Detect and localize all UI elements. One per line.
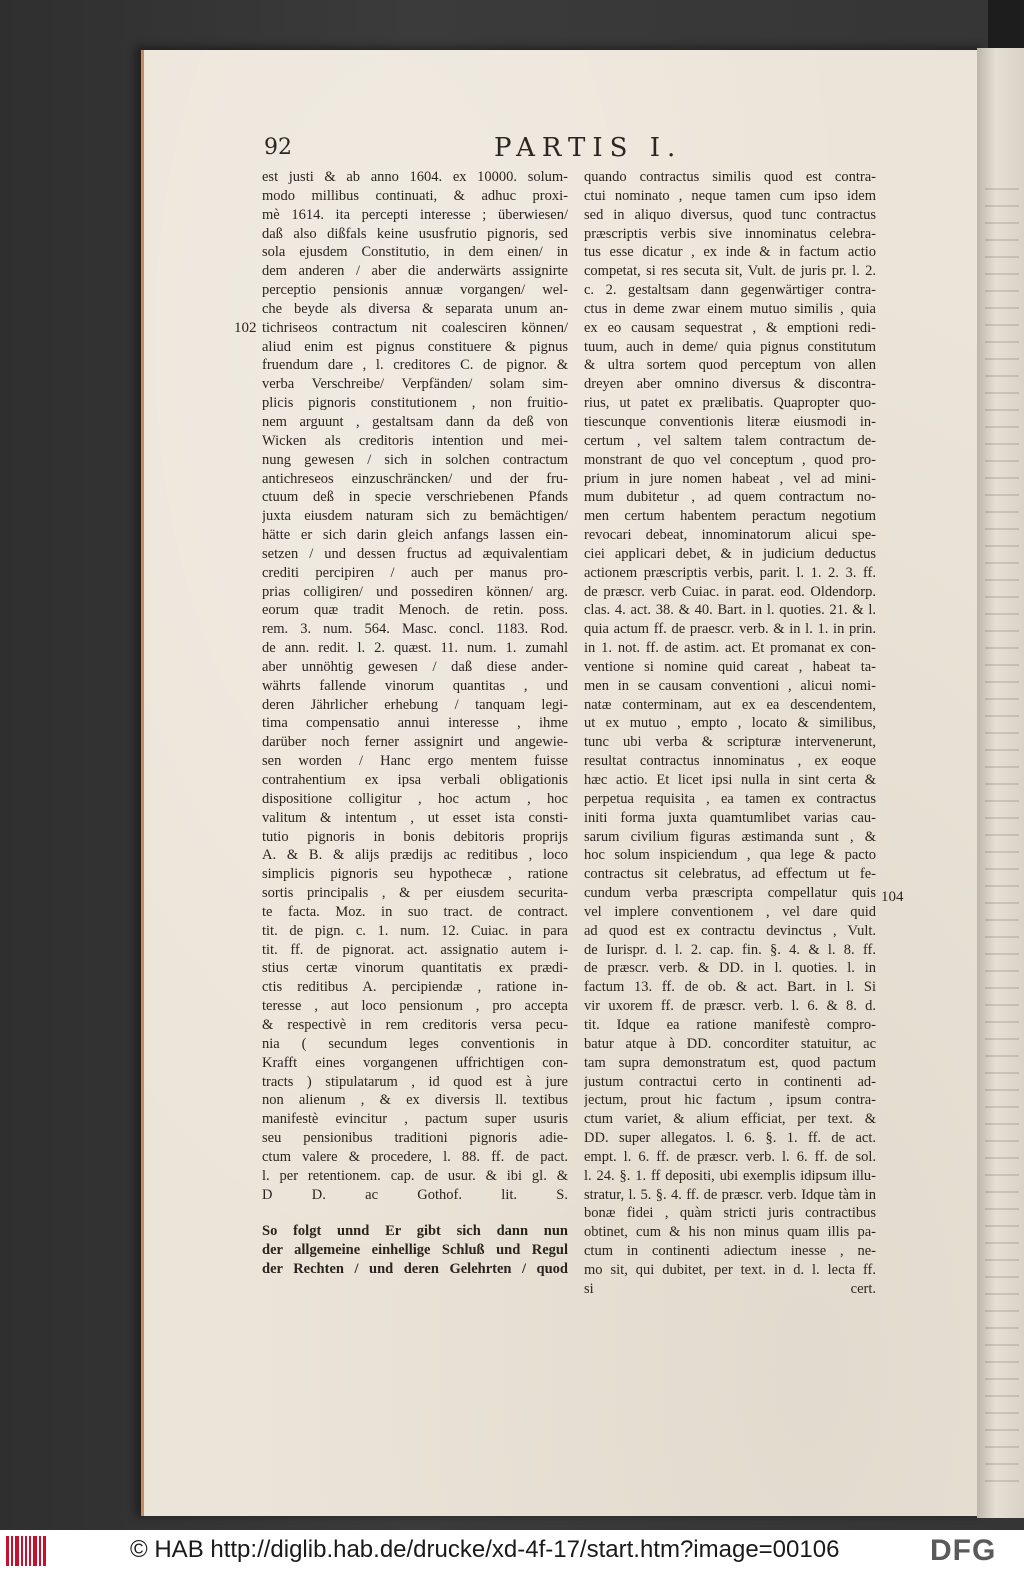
text-line: in 1. not. ff. de astim. act. Et promanat ex con- bbox=[584, 640, 876, 657]
text-line: natæ conterminam, aut ex ea descendentem, bbox=[584, 696, 876, 713]
text-line: vel implere conventionem , vel dare quid bbox=[584, 903, 876, 920]
paragraph-gap bbox=[262, 1204, 568, 1222]
text-line: seu pensionibus traditioni pignoris adie- bbox=[262, 1130, 568, 1147]
footer-source-link[interactable]: © HAB http://diglib.hab.de/drucke/xd-4f-17/start.htm?image=00106 bbox=[130, 1536, 840, 1563]
text-line: stius certæ vinorum quantitatis ex prædi- bbox=[262, 960, 568, 977]
text-line: plicis pignoris constitutionem , non fruitio- bbox=[262, 395, 568, 412]
text-line: D D. ac Gothof. lit. S. bbox=[262, 1186, 568, 1203]
text-line: perpetua requisita , ea tamen ex contractus bbox=[584, 790, 876, 807]
text-line: dispositione colligitur , hoc actum , hoc bbox=[262, 790, 568, 807]
text-line: batur atque à DD. concorditer statuitur, ac bbox=[584, 1035, 876, 1052]
text-line: tiescunque conventionis literæ eiusmodi in- bbox=[584, 413, 876, 430]
text-line: hoc solum inspiciendum , qua lege & pacto bbox=[584, 847, 876, 864]
text-line: ctum valere & procedere, l. 88. ff. de pact. bbox=[262, 1148, 568, 1165]
right-text-column bbox=[584, 168, 876, 1298]
text-line: l. 24. §. 1. ff depositi, ubi exemplis idipsum illu- bbox=[584, 1167, 876, 1184]
text-line: & ultra sortem quod perceptum von allen bbox=[584, 357, 876, 374]
text-line: ctui nominato , neque tamen cum ipso idem bbox=[584, 187, 876, 204]
text-line: est justi & ab anno 1604. ex 10000. solum- bbox=[262, 169, 568, 185]
text-line: sortis principalis , & per eiusdem securita- bbox=[262, 885, 568, 902]
text-line: rius, ut patet ex prælibatis. Quapropter quo- bbox=[584, 395, 876, 412]
text-line: actionem præscriptis verbis, parit. l. 1. 2. 3. ff. bbox=[584, 564, 876, 581]
text-line: tichriseos contractum nit coalesciren können/ bbox=[262, 319, 568, 336]
text-line: valitum & intentum , ut esset ista consti- bbox=[262, 809, 568, 826]
text-line: & respectivè in rem creditoris versa pecu- bbox=[262, 1016, 568, 1033]
text-line: eorum quæ tradit Menoch. de retin. poss. bbox=[262, 602, 568, 619]
text-line: tunc ubi verba & scripturæ intervenerunt, bbox=[584, 734, 876, 751]
text-line: prias colligiren/ und possediren können/ arg. bbox=[262, 583, 568, 600]
text-line: ex eo causam sequestrat , & emptioni redi- bbox=[584, 319, 876, 336]
text-line: tit. ff. de pignorat. act. assignatio autem i- bbox=[262, 941, 568, 958]
text-line: de præscr. verb Cuiac. in parat. eod. Oldendorp. bbox=[584, 583, 876, 600]
text-line: c. 2. gestaltsam dann gegenwärtiger contra- bbox=[584, 282, 876, 299]
text-line: quando contractus similis quod est contra- bbox=[584, 169, 876, 185]
adjacent-page-text bbox=[985, 188, 1019, 1488]
text-line: verba Verschreibe/ Verpfänden/ solam sim- bbox=[262, 376, 568, 393]
text-line: præscriptis verbis sive innominatus celebra- bbox=[584, 225, 876, 242]
left-column-body bbox=[262, 168, 568, 1204]
text-line: tam supra demonstratum est, quod pactum bbox=[584, 1054, 876, 1071]
text-line: nung gewesen / sich in solchen contractum bbox=[262, 451, 568, 468]
text-line: certum , vel saltem talem contractum de- bbox=[584, 432, 876, 449]
left-column-closing bbox=[262, 1222, 568, 1279]
text-line: clas. 4. act. 38. & 40. Bart. in l. quoties. 21. & l. bbox=[584, 602, 876, 619]
text-line: bonæ fidei , quàm stricti juris contractibus bbox=[584, 1205, 876, 1222]
text-line: che beyde als diversa & separata unum an- bbox=[262, 300, 568, 317]
text-line: So folgt unnd Er gibt sich dann nun bbox=[262, 1223, 568, 1240]
text-line: sed in aliquo diversus, quod tunc contractus bbox=[584, 206, 876, 223]
text-line: aliud enim est pignus constituere & pignus bbox=[262, 338, 568, 355]
text-line: quia actum ff. de praescr. verb. & in l. 1. in prin. bbox=[584, 621, 876, 638]
text-line: tima compensatio annui interesse , ihme bbox=[262, 715, 568, 732]
footer-bar bbox=[0, 1530, 1024, 1572]
text-line: A. & B. & alijs prædijs ac reditibus , loco bbox=[262, 847, 568, 864]
text-line: tuum, auch in deme/ quia pignus constitutum bbox=[584, 338, 876, 355]
text-line: setzen / und dessen fructus ad æquivalentiam bbox=[262, 545, 568, 562]
text-line: ciei applicari debet, & in judicium deductus bbox=[584, 545, 876, 562]
text-line: ctum variet, & alium efficiat, per text. & bbox=[584, 1111, 876, 1128]
text-line: dem anderen / aber die anderwärts assignirte bbox=[262, 263, 568, 280]
text-line: ctum in continenti adiectum inesse , ne- bbox=[584, 1243, 876, 1260]
text-line: tit. de pign. c. 1. num. 12. Cuiac. in para bbox=[262, 922, 568, 939]
text-line: obtinet, cum & his non minus quam illis pa- bbox=[584, 1224, 876, 1241]
text-line: si cert. bbox=[584, 1280, 876, 1297]
text-line: mè 1614. ita percepti interesse ; überwiesen/ bbox=[262, 206, 568, 223]
text-line: perceptio pensionis annuæ vorgangen/ wel- bbox=[262, 282, 568, 299]
text-line: empt. l. 6. ff. de præscr. verb. l. 6. ff. de sol. bbox=[584, 1148, 876, 1165]
margin-note-left: 102 bbox=[234, 320, 257, 336]
text-line: sola ejusdem Constitutio, in dem einen/ in bbox=[262, 244, 568, 261]
text-line: ventione si nomine quid careat , habeat ta- bbox=[584, 658, 876, 675]
text-line: men in se causam conventioni , alicui nomi- bbox=[584, 677, 876, 694]
text-line: jectum, prout hic factum , ipsum contra- bbox=[584, 1092, 876, 1109]
text-line: hätte er sich darin gleich anfangs lassen ein- bbox=[262, 527, 568, 544]
text-line: Krafft eines vorgangenen uffrichtigen con- bbox=[262, 1054, 568, 1071]
text-line: deren Jährlicher erhebung / tanquam legi- bbox=[262, 696, 568, 713]
left-text-column bbox=[262, 168, 568, 1288]
text-line: mum dubitetur , ad quem contractum no- bbox=[584, 489, 876, 506]
text-line: ctuum deß in specie verschriebenen Pfands bbox=[262, 489, 568, 506]
text-line: rem. 3. num. 564. Masc. concl. 1183. Rod. bbox=[262, 621, 568, 638]
text-line: de ann. redit. l. 2. quæst. 11. num. 1. zumahl bbox=[262, 640, 568, 657]
text-line: de Iurispr. d. l. 2. cap. fin. §. 4. & l. 8. ff. bbox=[584, 941, 876, 958]
text-line: juxta eiusdem naturam sich zu bemächtigen/ bbox=[262, 508, 568, 525]
text-line: ad quod est ex contractu devinctus , Vult. bbox=[584, 922, 876, 939]
right-column-body bbox=[584, 168, 876, 1299]
text-line: men certum habentem peractum negotium bbox=[584, 508, 876, 525]
margin-note-right: 104 bbox=[881, 889, 904, 905]
text-line: modo millibus continuati, & adhuc proxi- bbox=[262, 187, 568, 204]
text-line: aber unnöhtig gewesen / daß diese ander- bbox=[262, 658, 568, 675]
hab-barcode-icon bbox=[6, 1536, 46, 1566]
text-line: hæc actio. Et licet ipsi nulla in sint certa & bbox=[584, 772, 876, 788]
text-line: DD. super allegatos. l. 6. §. 1. ff. de act. bbox=[584, 1130, 876, 1147]
text-line: teresse , aut loco pensionum , pro accepta bbox=[262, 998, 568, 1015]
text-line: sarum civilium figuras æstimanda sunt , & bbox=[584, 828, 876, 845]
text-line: crediti percipiren / auch per manus pro- bbox=[262, 564, 568, 581]
text-line: de præscr. verb. & DD. in l. quoties. l. in bbox=[584, 960, 876, 977]
text-line: initi forma juxta quamtumlibet varias cau- bbox=[584, 809, 876, 826]
scan-background-corner bbox=[988, 0, 1024, 50]
running-head: PARTIS I. bbox=[494, 133, 683, 163]
text-line: fruendum dare , l. creditores C. de pignor. & bbox=[262, 357, 568, 374]
text-line: vir uxorem ff. de præscr. verb. l. 6. & 8. d. bbox=[584, 998, 876, 1015]
dfg-logo: DFG bbox=[930, 1534, 997, 1567]
text-line: nia ( secundum leges conventionis in bbox=[262, 1035, 568, 1052]
text-line: revocari debeat, innominatorum alicui spe- bbox=[584, 527, 876, 544]
text-line: manifestè evincitur , pactum super usuris bbox=[262, 1111, 568, 1128]
text-line: stratur, l. 5. §. 4. ff. de præscr. verb. Idque tàm in bbox=[584, 1186, 876, 1203]
text-line: tit. Idque ea ratione manifestè compro- bbox=[584, 1016, 876, 1033]
page-header bbox=[258, 135, 878, 165]
text-line: der allgemeine einhellige Schluß und Regul bbox=[262, 1242, 568, 1259]
text-line: justum contractui certo in continenti ad- bbox=[584, 1073, 876, 1090]
text-line: daß also dißfals keine ususfrutio pignoris, sed bbox=[262, 225, 568, 242]
text-line: tutio pignoris in bonis debitoris proprijs bbox=[262, 828, 568, 845]
text-line: contrahentium ex ipsa verbali obligationis bbox=[262, 772, 568, 788]
text-line: ctis reditibus A. percipiendæ , ratione in- bbox=[262, 979, 568, 996]
text-line: cundum verba præscripta compellatur quis bbox=[584, 885, 876, 902]
text-line: factum 13. ff. de ob. & act. Bart. in l. Si bbox=[584, 979, 876, 996]
text-line: tus esse dicatur , ex inde & in factum actio bbox=[584, 244, 876, 261]
text-line: antichreseos einzuschräncken/ und der fru- bbox=[262, 470, 568, 487]
text-line: tracts ) stipulatarum , id quod est à jure bbox=[262, 1073, 568, 1090]
text-line: ctus in deme zwar einem mutuo similis , quia bbox=[584, 300, 876, 317]
text-line: mo sit, qui dubitet, per text. in d. l. lecta ff. bbox=[584, 1261, 876, 1278]
text-line: ut ex mutuo , empto , locato & similibus, bbox=[584, 715, 876, 732]
page-number: 92 bbox=[264, 135, 292, 160]
text-line: resultat contractus innominatus , ex eoque bbox=[584, 753, 876, 770]
text-line: darüber noch ferner assignirt und angewie- bbox=[262, 734, 568, 751]
text-line: der Rechten / und deren Gelehrten / quod bbox=[262, 1261, 568, 1278]
text-line: non alienum , & ex diversis ll. textibus bbox=[262, 1092, 568, 1109]
text-line: contractus sit celebratus, ad effectum ut fe- bbox=[584, 866, 876, 883]
text-line: Wicken als creditoris intention und mei- bbox=[262, 432, 568, 449]
text-line: prium in jure nomen habeat , vel ad mini- bbox=[584, 470, 876, 487]
text-line: währts fallende vinorum quantitas , und bbox=[262, 677, 568, 694]
text-line: l. per retentionem. cap. de usur. & ibi gl. & bbox=[262, 1167, 568, 1184]
text-line: simplicis pignoris seu hypothecæ , ratione bbox=[262, 866, 568, 883]
text-line: monstrant de quo vel conceptum , quod pro- bbox=[584, 451, 876, 468]
adjacent-page-edge bbox=[977, 48, 1024, 1518]
text-line: sen worden / Hanc ergo mentem fuisse bbox=[262, 753, 568, 770]
text-line: competat, si res secuta sit, Vult. de juris pr. l. 2. bbox=[584, 263, 876, 280]
text-line: te facta. Moz. in suo tract. de contract. bbox=[262, 903, 568, 920]
text-line: nem arguunt , gestaltsam dann da deß von bbox=[262, 413, 568, 430]
text-line: dreyen aber omnino diversus & discontra- bbox=[584, 376, 876, 393]
